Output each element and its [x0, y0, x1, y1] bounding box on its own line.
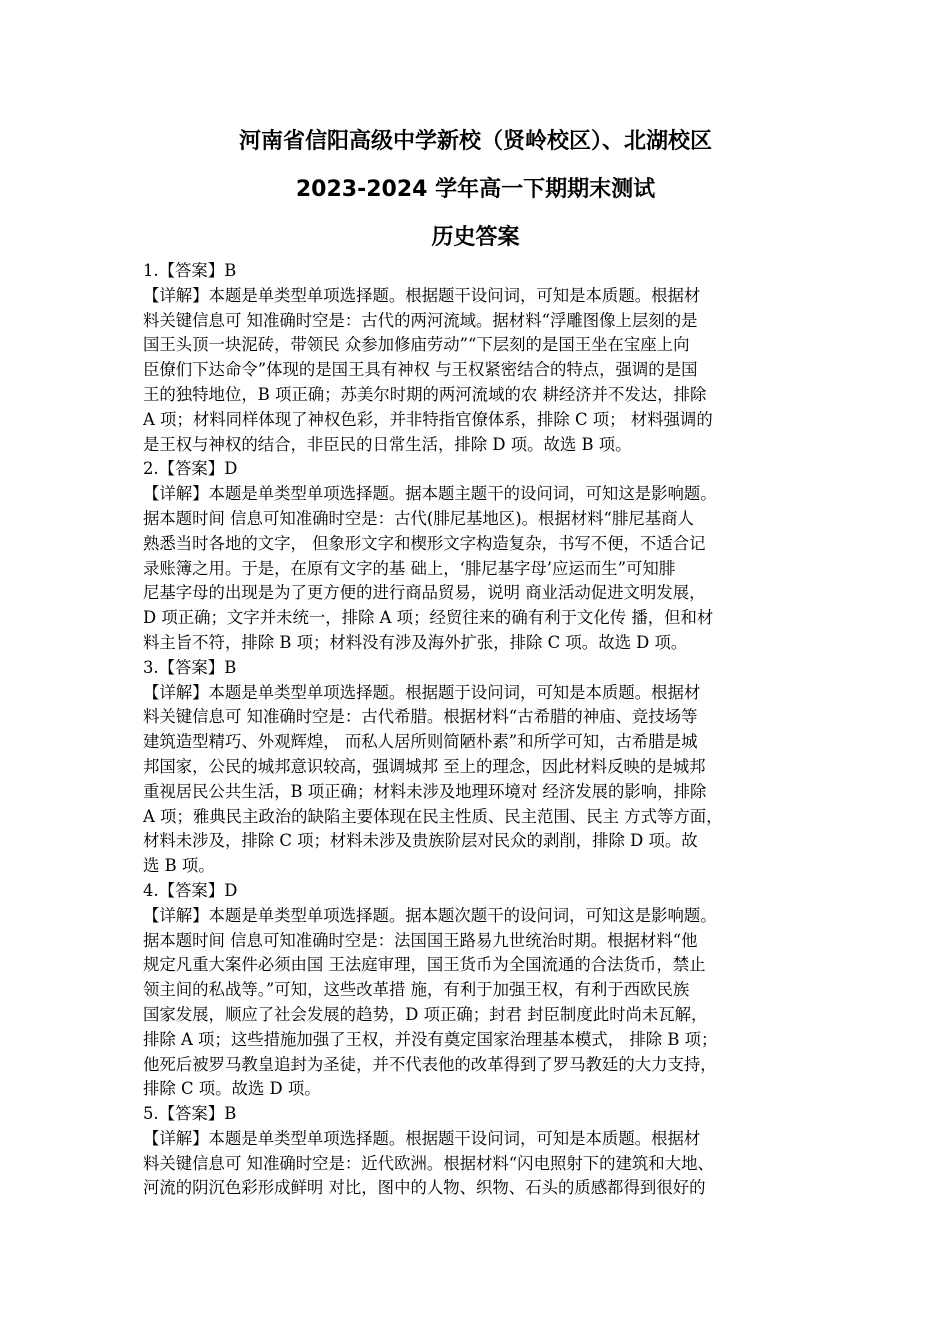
text-line: 录账簿之用。于是，在原有文字的基 础上，‘腓尼基字母’应运而生”可知腓: [143, 558, 676, 578]
text-line: 【详解】本题是单类型单项选择题。据本题主题干的设问词，可知这是影响题。: [143, 484, 717, 504]
text-line: 料关键信息可 知准确时空是：古代希腊。根据材料“古希腊的神庙、竞技场等: [143, 707, 698, 727]
subject-title: 历史答案: [431, 225, 520, 250]
text-line: A 项；材料同样体现了神权色彩，并非特指官僚体系，排除 C 项； 材料强调的: [143, 409, 713, 429]
text-line: 据本题时间 信息可知准确时空是：法国国王路易九世统治时期。根据材料“他: [143, 930, 698, 950]
text-line: 排除 A 项；这些措施加强了王权，并没有奠定国家治理基本模式， 排除 B 项；: [143, 1029, 718, 1049]
text-line: 选 B 项。: [143, 856, 215, 876]
text-line: 【详解】本题是单类型单项选择题。根据题干设问词，可知是本质题。根据材: [143, 1128, 701, 1148]
text-line: 【详解】本题是单类型单项选择题。根据题干设问词，可知是本质题。根据材: [143, 285, 701, 305]
text-line: 国王头顶一块泥砖，带领民 众参加修庙劳动”“下层刻的是国王坐在宝座上向: [143, 335, 690, 355]
text-line: 建筑造型精巧、外观辉煌， 而私人居所则简陋朴素”和所学可知，古希腊是城: [143, 732, 698, 752]
exam-title: 2023-2024 学年高一下期期末测试: [295, 177, 656, 202]
text-line: 熟悉当时各地的文字， 但象形文字和楔形文字构造复杂，书写不便，不适合记: [143, 533, 706, 553]
text-line: 规定凡重大案件必须由国 王法庭审理，国王货币为全国流通的合法货币，禁止: [143, 955, 706, 975]
school-title: 河南省信阳高级中学新校（贤岭校区）、北湖校区: [238, 129, 712, 154]
text-line: 3.【答案】B: [143, 657, 237, 677]
text-line: 料关键信息可 知准确时空是：古代的两河流域。据材料“浮雕图像上层刻的是: [143, 310, 698, 330]
answer-body: [143, 259, 808, 1201]
text-line: 5.【答案】B: [143, 1104, 237, 1124]
text-line: 据本题时间 信息可知准确时空是：古代(腓尼基地区)。根据材料“腓尼基商人: [143, 508, 694, 528]
text-line: 排除 C 项。故选 D 项。: [143, 1079, 321, 1099]
text-line: 河流的阴沉色彩形成鲜明 对比，图中的人物、织物、石头的质感都得到很好的: [143, 1178, 706, 1198]
text-line: 国家发展，顺应了社会发展的趋势，D 项正确；封君 封臣制度此时尚未瓦解，: [143, 1004, 708, 1024]
answer-document: [143, 125, 808, 1201]
text-line: 重视居民公共生活，B 项正确；材料未涉及地理环境对 经济发展的影响，排除: [143, 781, 707, 801]
text-line: 【详解】本题是单类型单项选择题。据本题次题干的设问词，可知这是影响题。: [143, 905, 717, 925]
text-line: 尼基字母的出现是为了更方便的进行商品贸易，说明 商业活动促进文明发展，: [143, 583, 706, 603]
text-line: 【详解】本题是单类型单项选择题。根据题于设问词，可知是本质题。根据材: [143, 682, 701, 702]
text-line: 材料未涉及，排除 C 项；材料未涉及贵族阶层对民众的剥削，排除 D 项。故: [143, 831, 698, 851]
text-line: A 项；雅典民主政治的缺陷主要体现在民主性质、民主范围、民主 方式等方面，: [143, 806, 723, 826]
text-line: 1.【答案】B: [143, 261, 237, 280]
text-line: 臣僚们下达命令”体现的是国王具有神权 与王权紧密结合的特点，强调的是国: [143, 360, 698, 380]
text-line: 是王权与神权的结合，非臣民的日常生活，排除 D 项。故选 B 项。: [143, 434, 632, 454]
text-line: 他死后被罗马教皇追封为圣徒，并不代表他的改革得到了罗马教廷的大力支持，: [143, 1054, 717, 1074]
text-line: 王的独特地位，B 项正确；苏美尔时期的两河流域的农 耕经济并不发达，排除: [143, 384, 707, 404]
text-line: 领主间的私战等。”可知，这些改革措 施，有利于加强王权，有利于西欧民族: [143, 980, 690, 1000]
text-line: 料关键信息可 知准确时空是：近代欧洲。根据材料“闪电照射下的建筑和大地、: [143, 1153, 714, 1173]
text-line: 2.【答案】D: [143, 459, 238, 479]
text-line: 料主旨不符，排除 B 项；材料没有涉及海外扩张，排除 C 项。故选 D 项。: [143, 632, 688, 652]
text-line: D 项正确；文字并未统一，排除 A 项；经贸往来的确有利于文化传 播，但和材: [143, 608, 714, 628]
text-line: 邦国家，公民的城邦意识较高，强调城邦 至上的理念，因此材料反映的是城邦: [143, 756, 706, 776]
text-line: 4.【答案】D: [143, 880, 238, 900]
